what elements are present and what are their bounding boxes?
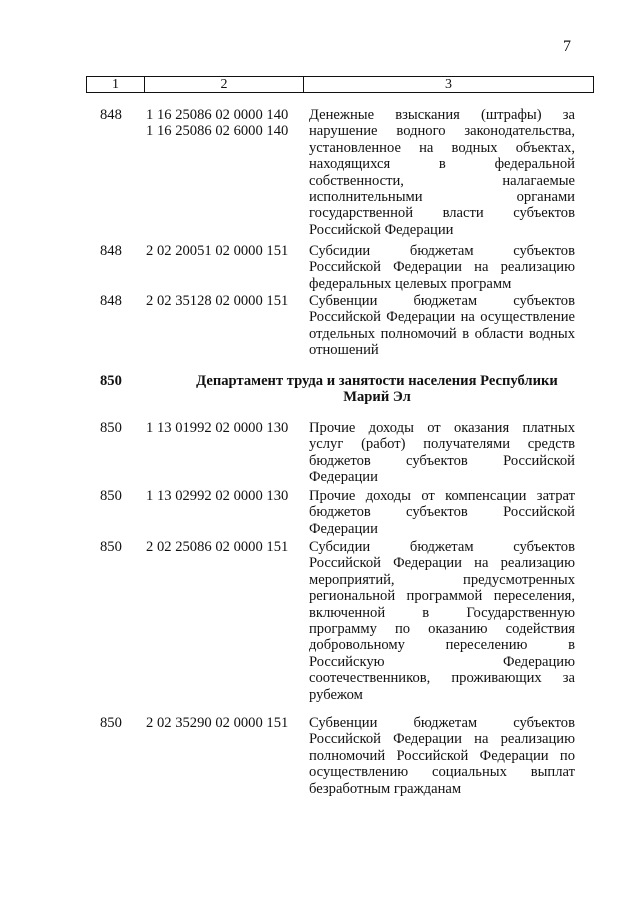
income-code: 2 02 35128 02 0000 151 xyxy=(146,293,289,309)
income-code: 1 16 25086 02 6000 140 xyxy=(146,123,289,140)
description-line: Субсидии бюджетам субъектов xyxy=(309,243,575,259)
description-line: Федерации xyxy=(309,520,378,537)
description-line: Российской Федерации на реализацию xyxy=(309,259,575,276)
income-description xyxy=(309,420,575,486)
admin-code: 850 xyxy=(100,488,122,504)
description-line: Российскую Федерацию xyxy=(309,653,575,670)
description-line: исполнительными органами xyxy=(309,189,575,206)
description-line: нарушение водного законодательства, xyxy=(309,123,575,140)
description-line: Федерации xyxy=(309,469,378,486)
admin-code: 850 xyxy=(100,539,122,555)
income-description xyxy=(309,539,575,703)
description-line: отдельных полномочий в области водных xyxy=(309,325,575,342)
department-title-line-2: Марий Эл xyxy=(343,389,411,406)
admin-code: 848 xyxy=(100,243,122,259)
department-title xyxy=(172,373,582,406)
income-description xyxy=(309,293,575,359)
income-code: 2 02 20051 02 0000 151 xyxy=(146,243,289,259)
income-code: 1 13 02992 02 0000 130 xyxy=(146,488,289,504)
description-line: бюджетов субъектов Российской xyxy=(309,504,575,521)
description-line: федеральных целевых программ xyxy=(309,275,512,292)
description-line: Субвенции бюджетам субъектов xyxy=(309,293,575,309)
income-code-cell xyxy=(146,293,302,309)
income-code: 1 13 01992 02 0000 130 xyxy=(146,420,289,436)
header-cell-2: 2 xyxy=(145,77,304,92)
description-line: Прочие доходы от компенсации затрат xyxy=(309,488,575,504)
department-code: 850 xyxy=(100,373,122,389)
income-code: 2 02 25086 02 0000 151 xyxy=(146,539,289,555)
description-line: собственности, налагаемые xyxy=(309,172,575,189)
admin-code: 850 xyxy=(100,715,122,731)
description-line: услуг (работ) получателями средств xyxy=(309,436,575,453)
description-line: отношений xyxy=(309,342,379,359)
description-line: установленное на водных объектах, xyxy=(309,139,575,156)
income-code: 2 02 35290 02 0000 151 xyxy=(146,715,289,731)
description-line: находящихся в федеральной xyxy=(309,156,575,173)
description-line: Российской Федерации xyxy=(309,221,454,238)
department-title-line-1: Департамент труда и занятости населения Республики xyxy=(196,373,558,389)
description-line: программу по оказанию содействия xyxy=(309,621,575,638)
income-description xyxy=(309,243,575,292)
income-code-cell xyxy=(146,420,302,436)
admin-code: 850 xyxy=(100,420,122,436)
description-line: Денежные взыскания (штрафы) за xyxy=(309,107,575,123)
description-line: Субсидии бюджетам субъектов xyxy=(309,539,575,555)
income-code-cell xyxy=(146,107,302,140)
description-line: рубежом xyxy=(309,686,363,703)
income-code-cell xyxy=(146,488,302,504)
header-cell-3: 3 xyxy=(445,76,452,92)
description-line: Прочие доходы от оказания платных xyxy=(309,420,575,436)
description-line: региональной программой переселения, xyxy=(309,588,575,605)
header-cell-1: 1 xyxy=(87,77,145,92)
table-header xyxy=(86,76,594,93)
description-line: включенной в Государственную xyxy=(309,604,575,621)
page-number: 7 xyxy=(563,38,571,55)
income-code-cell xyxy=(146,715,302,731)
description-line: Российской Федерации на реализацию xyxy=(309,731,575,748)
description-line: осуществлению социальных выплат xyxy=(309,764,575,781)
description-line: полномочий Российской Федерации по xyxy=(309,747,575,764)
description-line: Субвенции бюджетам субъектов xyxy=(309,715,575,731)
description-line: соотечественников, проживающих за xyxy=(309,670,575,687)
description-line: мероприятий, предусмотренных xyxy=(309,571,575,588)
description-line: Российской Федерации на реализацию xyxy=(309,555,575,572)
description-line: Российской Федерации на осуществление xyxy=(309,309,575,326)
description-line: добровольному переселению в xyxy=(309,637,575,654)
income-code: 1 16 25086 02 0000 140 xyxy=(146,107,289,123)
income-description xyxy=(309,488,575,537)
admin-code: 848 xyxy=(100,293,122,309)
income-code-cell xyxy=(146,243,302,259)
income-description xyxy=(309,107,575,238)
income-code-cell xyxy=(146,539,302,555)
income-description xyxy=(309,715,575,797)
description-line: государственной власти субъектов xyxy=(309,205,575,222)
description-line: безработным гражданам xyxy=(309,780,462,797)
admin-code: 848 xyxy=(100,107,122,123)
description-line: бюджетов субъектов Российской xyxy=(309,452,575,469)
